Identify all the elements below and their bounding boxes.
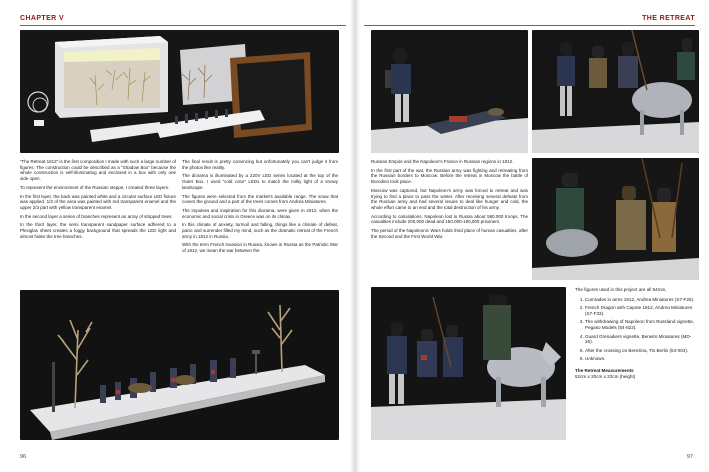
paragraph: With the term French invasion in Russia, known in Russia as the Patriotic War of 1812, we mean the war between the xyxy=(182,242,338,254)
measurements-value: 52cm x 20cm x 22cm (height) xyxy=(575,373,636,379)
paragraph: The period of the Napoleonic Wars holds third place of human casualties, after the Second and the First World War. xyxy=(371,228,528,239)
paragraph: The diorama is illuminated by a 220V LED series located at the top of the Outer Box. I used “cold color” LEDs to match the milky light of a snowy landscape. xyxy=(182,173,338,190)
photo-cavalry-group xyxy=(532,30,699,153)
paragraph: Moscow was captured, but Napoleon's army was forced to retreat and was trying to find a place to pass the winter. After receiving several defeats from the Russian army and had several issues to deal like hunger and cold, the whole effort came to an end and the total destruction of his army. xyxy=(371,187,528,210)
paragraph: In the first part of the war, the Russian army was fighting and retreating from the Russian borders to Moscow. Before the retreat in Moscow the battle of Borodino took place. xyxy=(371,167,528,185)
paragraph: Russian Empire and the Napoleon's France in Russian regions in 1812. xyxy=(371,159,514,164)
text-column-right-1 xyxy=(371,159,528,242)
photo-dragoon-closeup xyxy=(532,158,699,280)
header-rule xyxy=(20,25,346,26)
paragraph: In the second layer a series of branches represent an array of stripped trees. xyxy=(20,213,173,219)
running-head-right: THE RETREAT xyxy=(642,15,695,22)
page-number-right: 97 xyxy=(686,454,693,460)
list-item: 5. After the crossing on Berezina, Tin Berlin (54-004). xyxy=(585,348,699,354)
list-item: 2. French Dragon with Capote 1812, Andrea Miniatures (S7-F33). xyxy=(585,305,699,316)
paragraph: The final result is pretty convincing but unfortunately you can't judge it from the photos like reality. xyxy=(182,159,338,170)
photo-shadow-box xyxy=(20,30,339,153)
paragraph: In the third layer, the semi transparent sandpaper surface adhered to a Plexiglas sheet creates a foggy background that spreads the LED light and almost hides the tree branches. xyxy=(20,222,176,239)
running-head-left: CHAPTER V xyxy=(20,15,65,22)
paragraph: The impulses and inspiration for this diorama, were given in 2012, when the economic and social crisis in Greece was on its climax. xyxy=(182,207,338,219)
photo-grenadier-fallen xyxy=(371,30,528,153)
paragraph: The figures were selected from the market's available range. The snow that covers the ground and a part of the trees comes from Andrea Miniatures. xyxy=(182,193,338,205)
text-column-left-1 xyxy=(20,159,176,242)
photo-napoleon-horse xyxy=(371,287,566,440)
figures-list xyxy=(575,297,699,362)
list-item: 6. Unknown. xyxy=(585,356,699,362)
paragraph: In the first layer, the back was painted white and a circular surface LED fixture was applied. 1/3 of the area was painted with red transparent enamel and the upper 2/3 part with yellow transparent enamel. xyxy=(20,193,176,210)
header-rule xyxy=(364,25,695,26)
list-item: 1. Comrades in arms 1812, Andrea Miniatures (S7-F26). xyxy=(585,297,699,303)
list-item: 4. Guard Grenadiers vignette, Beneito Miniatures (MD-26). xyxy=(585,334,699,345)
left-page xyxy=(0,0,354,472)
measurements-title: The Retreat Measurements xyxy=(575,367,634,373)
figures-caption xyxy=(575,287,699,379)
text-column-left-2 xyxy=(182,159,338,257)
page-number-left: 96 xyxy=(20,454,27,460)
paragraph: To represent the environment of the Russian steppe, I created three layers. xyxy=(20,184,170,190)
paragraph: “The Retreat 1812” is the first composition I made with such a large number of figures. The construction could be described as a “Shadow Box” because the whole construction is self-illuminating and enclosed in a box with only one side open. xyxy=(20,159,176,182)
paragraph: In this climate of anxiety, turmoil and falling, things like a climate of defeat, panic and surrender filled my mind, such as the dramatic retreat of the French army in 1812 in Russia. xyxy=(182,222,338,239)
caption-intro: The figures used in this project are all 54mm, xyxy=(575,287,667,292)
right-page xyxy=(354,0,709,472)
list-item: 3. The withdrawing of Napoleon from Russland vignette, Pegaso Models (54-822). xyxy=(585,319,699,330)
paragraph: According to calculations, Napoleon lost in Russia about 580.000 troops. The casualties include 200,000 dead and 150.000-190,000 prisoners. xyxy=(371,213,528,225)
photo-diorama-wide xyxy=(20,290,339,440)
